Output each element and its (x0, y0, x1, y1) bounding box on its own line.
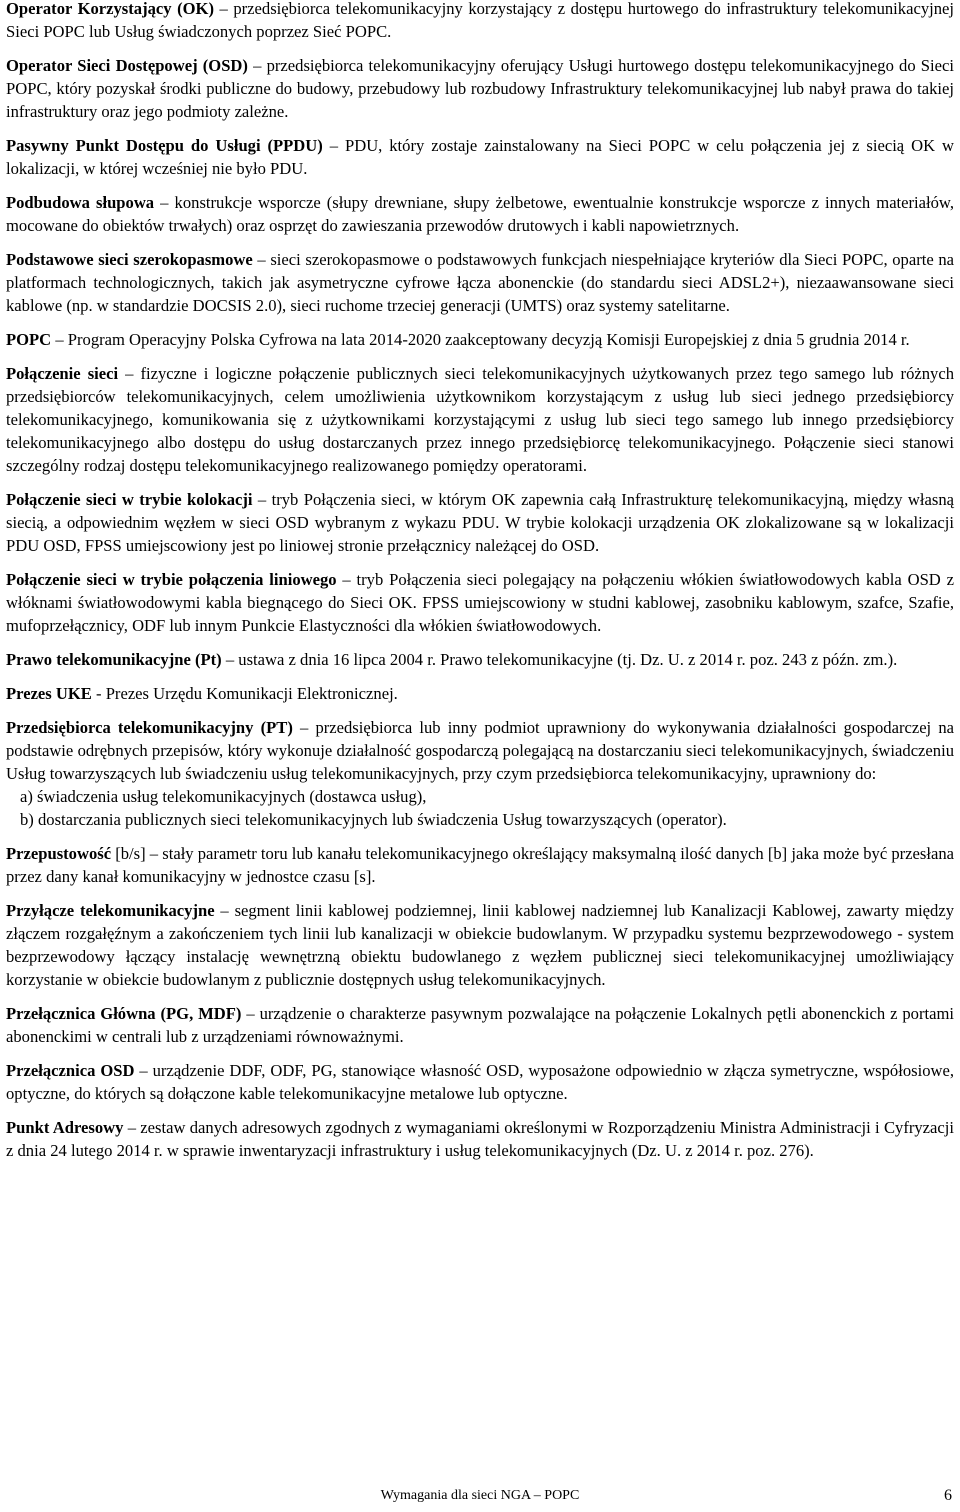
definition-text: – sieci szerokopasmowe o podstawowych funkcjach niespełniające kryteriów dla Sieci POPC, oparte na platformach technologicznych, takich jak asymetryczne cyfrowe łącza abonenckie (do standardu sieci ADSL2+), niezaawansowane sieci kablowe (np. w standardzie DOCSIS 2.0), sieci ruchome trzeciej generacji (UMTS) oraz systemy satelitarne. (6, 250, 954, 315)
definition-entry (6, 648, 954, 671)
definition-term: Połączenie sieci w trybie kolokacji (6, 490, 253, 509)
definition-term: Operator Korzystający (OK) (6, 0, 214, 18)
definition-term: Prawo telekomunikacyjne (Pt) (6, 650, 222, 669)
definition-text: – przedsiębiorca lub inny podmiot uprawniony do wykonywania działalności gospodarczej na podstawie odrębnych przepisów, który wykonuje działalność gospodarczą polegającą na dostarczaniu sieci telekomunikacyjnych, świadczeniu Usług towarzyszących lub świadczeniu usług telekomunikacyjnych, przy czym przedsiębiorca telekomunikacyjny, uprawniony do: (6, 718, 954, 783)
definition-entry (6, 1059, 954, 1105)
definition-entry (6, 488, 954, 557)
definition-text: – ustawa z dnia 16 lipca 2004 r. Prawo telekomunikacyjne (tj. Dz. U. z 2014 r. poz. 243 z późn. zm.). (221, 650, 898, 669)
page-number: 6 (944, 1487, 952, 1504)
definition-text: [b/s] – stały parametr toru lub kanału telekomunikacyjnego określający maksymalną ilość danych [b] jaka może być przesłana przez dany kanał komunikacyjny w jednostce czasu [s]. (6, 844, 954, 886)
definition-text: – fizyczne i logiczne połączenie publicznych sieci telekomunikacyjnych użytkowanych przez tego samego lub różnych przedsiębiorców telekomunikacyjnych, celem umożliwienia użytkownikom korzystającym z usług lub sieci jednego przedsiębiorcy telekomunikacyjnego, komunikowania się z użytkownikami korzystającymi z usług lub sieci tego samego lub innego przedsiębiorcy telekomunikacyjnego albo dostępu do usług dostarczanych przez innego przedsiębiorcę telekomunikacyjnego. Połączenie sieci stanowi szczególny rodzaj dostępu telekomunikacyjnego realizowanego pomiędzy operatorami. (6, 364, 954, 475)
definition-text: – przedsiębiorca telekomunikacyjny oferujący Usługi hurtowego dostępu telekomunikacyjnego do Sieci POPC, który pozyskał środki publiczne do budowy, przebudowy lub rozbudowy Infrastruktury telekomunikacyjnej lub nabył prawa do takiej infrastruktury oraz jego podmioty zależne. (6, 56, 954, 121)
definition-entry (6, 54, 954, 123)
list-item: a) świadczenia usług telekomunikacyjnych (dostawca usług), (20, 787, 427, 806)
definition-term: Operator Sieci Dostępowej (OSD) (6, 56, 248, 75)
definition-term: Prezes UKE (6, 684, 92, 703)
definition-entry (6, 1002, 954, 1048)
definition-entry (6, 362, 954, 477)
definition-entry (6, 134, 954, 180)
definition-term: Podbudowa słupowa (6, 193, 155, 212)
definition-entry (6, 1116, 954, 1162)
definition-text: – Program Operacyjny Polska Cyfrowa na lata 2014-2020 zaakceptowany decyzją Komisji Europejskiej z dnia 5 grudnia 2014 r. (51, 330, 910, 349)
definition-term: Przełącznica Główna (PG, MDF) (6, 1004, 242, 1023)
definition-entry (6, 568, 954, 637)
definition-term: Połączenie sieci w trybie połączenia liniowego (6, 570, 337, 589)
list-item: b) dostarczania publicznych sieci telekomunikacyjnych lub świadczenia Usług towarzyszących (operator). (20, 810, 727, 829)
footer-title: Wymagania dla sieci NGA – POPC (380, 1488, 580, 1503)
definition-entry (6, 328, 954, 351)
definition-text: – PDU, który zostaje zainstalowany na Sieci POPC w celu połączenia jej z siecią OK w lokalizacji, w której wcześniej nie było PDU. (6, 136, 954, 178)
definition-entry (6, 716, 954, 831)
definition-term: Przepustowość (6, 844, 112, 863)
definition-text: – zestaw danych adresowych zgodnych z wymaganiami określonymi w Rozporządzeniu Ministra Administracji i Cyfryzacji z dnia 24 lutego 2014 r. w sprawie inwentaryzacji infrastruktury i usług telekomunikacyjnych (Dz. U. z 2014 r. poz. 276). (6, 1118, 954, 1160)
definition-entry (6, 899, 954, 991)
definition-term: Przyłącze telekomunikacyjne (6, 901, 215, 920)
definition-text: – urządzenie o charakterze pasywnym pozwalające na połączenie Lokalnych pętli abonenckich z portami abonenckimi w centrali lub z urządzeniami równoważnymi. (6, 1004, 955, 1046)
definition-text: – przedsiębiorca telekomunikacyjny korzystający z dostępu hurtowego do infrastruktury telekomunikacyjnej Sieci POPC lub Usług świadczonych poprzez Sieć POPC. (6, 0, 954, 41)
definition-text: – konstrukcje wsporcze (słupy drewniane, słupy żelbetowe, ewentualnie konstrukcje wsporcze z innych materiałów, mocowane do obiektów trwałych) oraz osprzęt do zawieszania przewodów drutowych i kabli napowietrznych. (6, 193, 954, 235)
definition-entry (6, 842, 954, 888)
definition-term: POPC (6, 330, 52, 349)
definition-term: Połączenie sieci (6, 364, 119, 383)
definition-term: Punkt Adresowy (6, 1118, 124, 1137)
definition-text: – urządzenie DDF, ODF, PG, stanowiące własność OSD, wyposażone odpowiednio w złącza symetryczne, współosiowe, optyczne, do których są dołączone kable telekomunikacyjne metalowe lub optyczne. (6, 1061, 954, 1103)
definition-term: Przedsiębiorca telekomunikacyjny (PT) (6, 718, 293, 737)
definition-text: – segment linii kablowej podziemnej, linii kablowej nadziemnej lub Kanalizacji Kablowej, zawarty między złączem rozgałęźnym a zakończeniem tych linii lub kanalizacji w obiekcie budowlanym. W przypadku systemu bezprzewodowego - system bezprzewodowy łączący instalację wewnętrzną obiektu budowlanego z węzłem publicznej sieci telekomunikacyjnej umożliwiający korzystanie w obiekcie budowlanym z publicznie dostępnych usług telekomunikacyjnych. (6, 901, 954, 989)
definition-entry (6, 191, 954, 237)
definition-text: - Prezes Urzędu Komunikacji Elektronicznej. (91, 684, 398, 703)
definitions-list (6, 0, 954, 1173)
definition-term: Pasywny Punkt Dostępu do Usługi (PPDU) (6, 136, 323, 155)
definition-term: Podstawowe sieci szerokopasmowe (6, 250, 253, 269)
definition-text: – tryb Połączenia sieci, w którym OK zapewnia całą Infrastrukturę telekomunikacyjną, między własną siecią, a odpowiednim węzłem w sieci OSD wybranym z wykazu PDU. W trybie kolokacji urządzenia OK zlokalizowane są w lokalizacji PDU OSD, FPSS umiejscowiony jest po liniowej stronie przełącznicy należącej do OSD. (6, 490, 954, 555)
definition-text: – tryb Połączenia sieci polegający na połączeniu włókien światłowodowych kabla OSD z włóknami światłowodowymi kabla biegnącego do Sieci OK. FPSS umiejscowiony w studni kablowej, zasobniku kablowym, szafce, Szafie, mufoprzełącznicy, ODF lub innym Punkcie Elastyczności dla włókien światłowodowych. (6, 570, 954, 635)
definition-sublist (6, 785, 954, 831)
definition-entry (6, 682, 954, 705)
definition-entry (6, 0, 954, 43)
definition-term: Przełącznica OSD (6, 1061, 135, 1080)
definition-entry (6, 248, 954, 317)
